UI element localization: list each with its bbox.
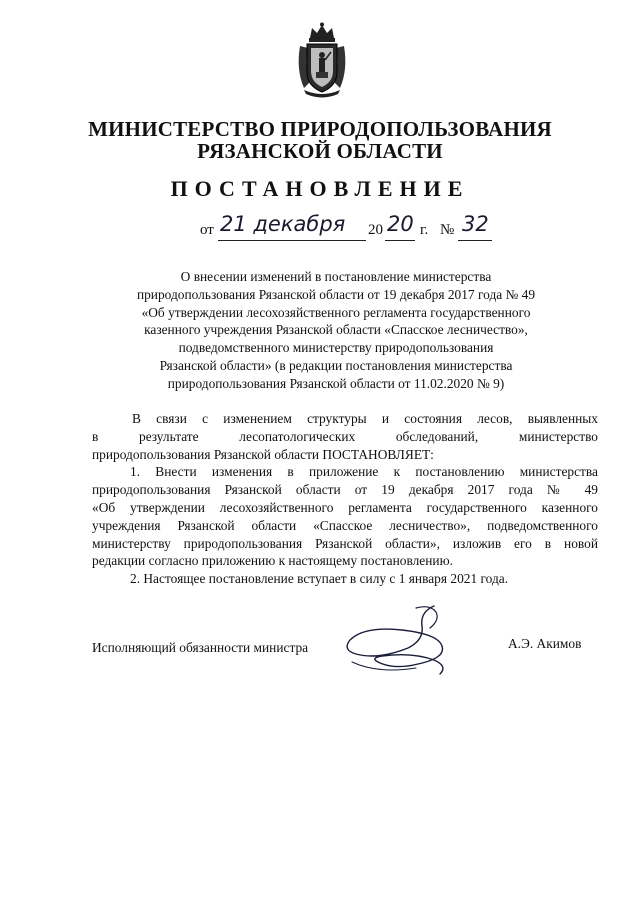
subject-line: природопользования Рязанской области от 19 декабря 2017 года № 49 [136,286,536,302]
number-handwritten: 32 [462,212,489,236]
document-type-heading: ПОСТАНОВЛЕНИЕ [170,176,470,201]
item1-line: редакции согласно приложению к настоящему постановлению. [92,553,453,569]
year-handwritten: 20 [387,212,414,236]
item2-line: 2. Настоящее постановление вступает в силу с 1 января 2021 года. [130,571,509,587]
ministry-name-line1: МИНИСТЕРСТВО ПРИРОДОПОЛЬЗОВАНИЯ [88,117,552,141]
ministry-name-line2: РЯЗАНСКОЙ ОБЛАСТИ [197,139,443,163]
date-prefix: от [200,222,214,238]
handwritten-signature [338,602,468,680]
item1-line: учреждения Рязанской области «Спасское лесничество», подведомственного [92,517,598,533]
item1-line: «Об утверждении лесохозяйственного регламента государственного казенного [92,499,598,515]
subject-line: казенного учреждения Рязанской области «Спасское лесничество», [144,322,528,338]
subject-line: Рязанской области» (в редакции постановления министерства [159,357,513,373]
year-underline [385,240,415,241]
signatory-title: Исполняющий обязанности министра [92,640,309,655]
date-number-line [200,214,500,246]
date-underline [218,240,366,241]
preamble-line: В связи с изменением структуры и состояния лесов, выявленных [132,411,598,426]
number-underline [458,240,492,241]
year-prefix: 20 [368,222,383,238]
document-body [92,410,598,588]
preamble-line: в результате лесопатологических обследований, министерство [92,428,598,444]
preamble-line: природопользования Рязанской области ПОСТАНОВЛЯЕТ: [92,446,434,462]
subject-line: подведомственного министерству природопользования [178,340,494,356]
ministry-name [0,118,640,162]
subject-line: природопользования Рязанской области от 11.02.2020 № 9) [167,375,505,391]
item1-line: 1. Внести изменения в приложение к постановлению министерства [130,464,598,480]
item1-line: природопользования Рязанской области от 19 декабря 2017 года № 49 [92,482,598,498]
subject-block [100,268,572,393]
item1-line: министерству природопользования Рязанской области», изложив его в новой [92,535,598,551]
subject-line: «Об утверждении лесохозяйственного регламента государственного [141,304,531,320]
year-suffix: г. [420,222,429,238]
subject-line: О внесении изменений в постановление министерства [180,269,492,284]
number-label: № [440,222,455,238]
date-day-handwritten: 21 декабря [220,212,346,236]
coat-of-arms-icon [294,22,350,98]
signatory-name: А.Э. Акимов [508,636,582,651]
